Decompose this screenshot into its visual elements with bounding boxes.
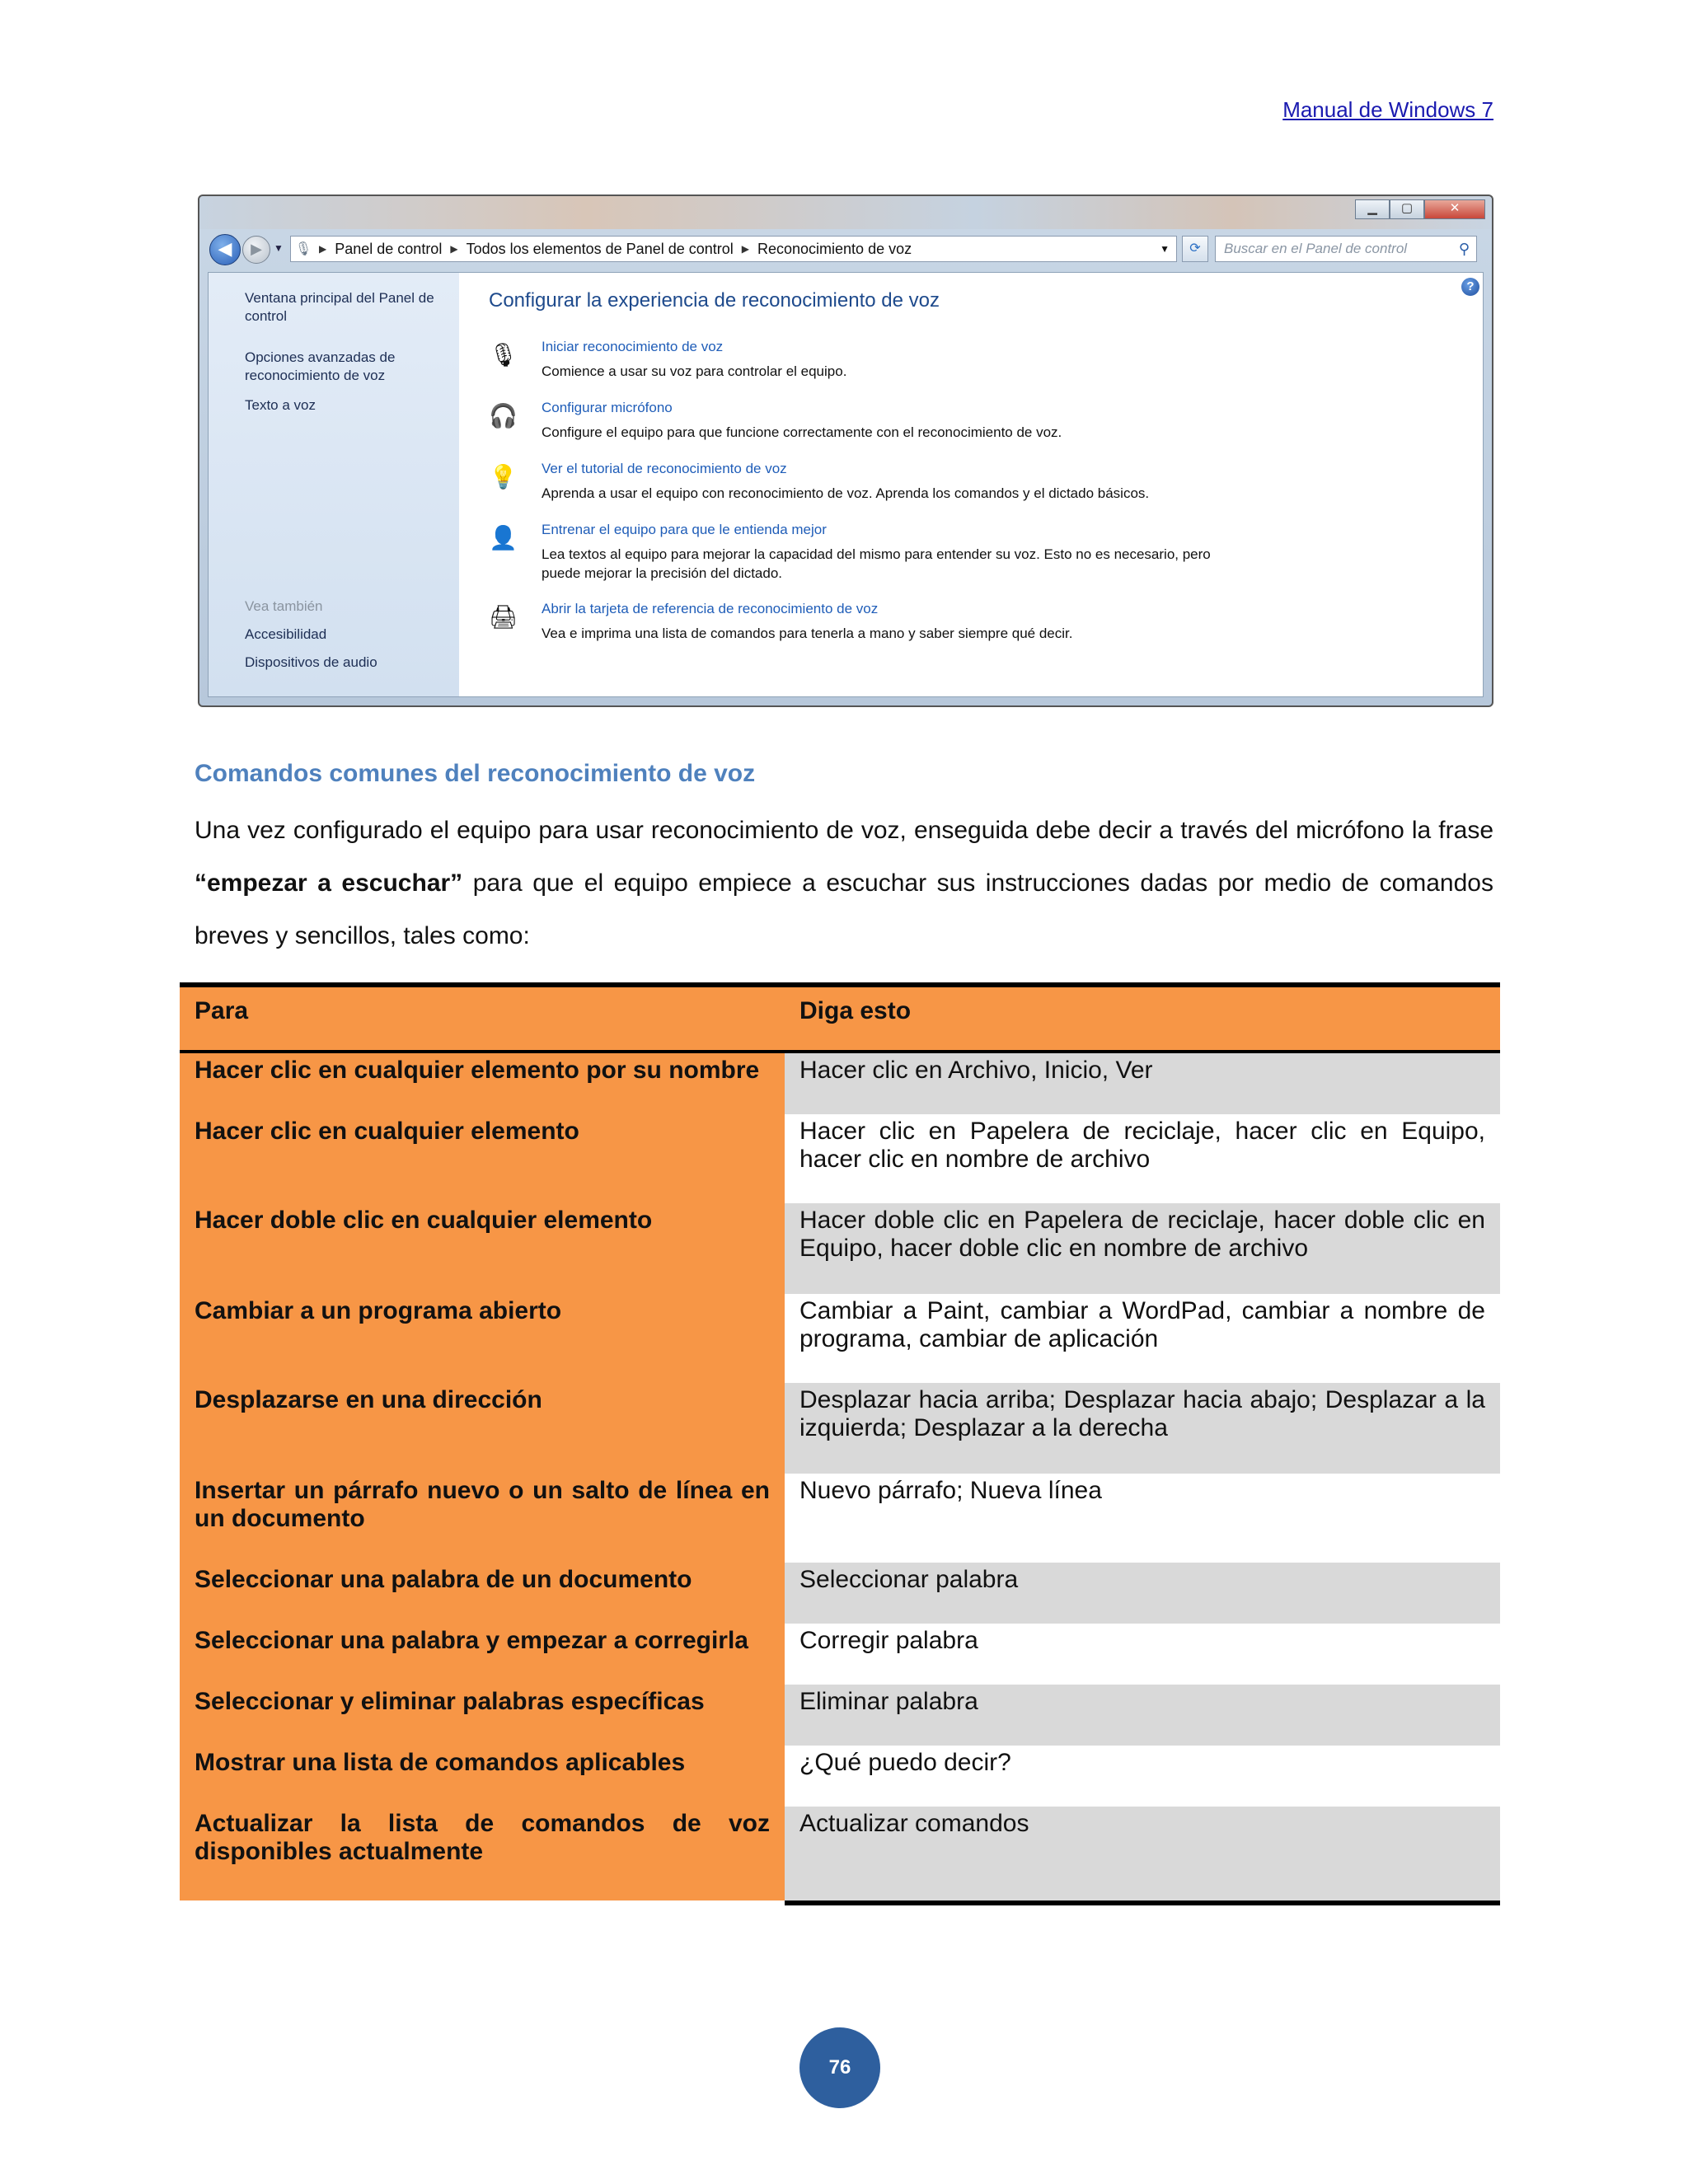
table-row [180, 1053, 1500, 1114]
table-row [180, 1114, 1500, 1203]
table-cell-action: Seleccionar y eliminar palabras específicas [180, 1685, 785, 1746]
address-bar[interactable] [290, 236, 1177, 262]
table-cell-action: Hacer clic en cualquier elemento [180, 1114, 785, 1203]
table-row [180, 1383, 1500, 1474]
intro-bold-phrase: “empezar a escuchar” [195, 869, 463, 897]
table-cell-action: Insertar un párrafo nuevo o un salto de línea en un documento [180, 1474, 785, 1563]
task-description: Aprenda a usar el equipo con reconocimiento de voz. Aprenda los comandos y el dictado básicos. [542, 485, 1150, 501]
intro-paragraph [195, 804, 1493, 910]
task-item [489, 461, 1231, 510]
intro-line-3: breves y sencillos, tales como: [195, 922, 530, 949]
task-description: Comience a usar su voz para controlar el equipo. [542, 363, 847, 379]
task-item [489, 400, 1231, 449]
search-icon[interactable]: ⚲ [1458, 241, 1470, 257]
table-cell-command: Hacer clic en Papelera de reciclaje, hacer clic en Equipo, hacer clic en nombre de archivo [799, 1118, 1485, 1173]
section-heading: Comandos comunes del reconocimiento de voz [195, 760, 756, 787]
sidebar-item-tts[interactable]: Texto a voz [245, 397, 316, 413]
breadcrumb-separator-icon: ▶ [319, 243, 327, 255]
forward-arrow-icon[interactable]: ▶ [242, 236, 270, 264]
window-title-bar [199, 196, 1492, 229]
task-item [489, 339, 1231, 388]
table-header-para: Para [195, 997, 249, 1024]
task-description: Configure el equipo para que funcione correctamente con el reconocimiento de voz. [542, 424, 1062, 440]
search-input[interactable] [1215, 236, 1477, 262]
task-link[interactable]: Entrenar el equipo para que le entienda mejor [542, 522, 827, 537]
page-title: Configurar la experiencia de reconocimiento de voz [489, 289, 940, 312]
lightbulb-icon: 💡 [489, 464, 518, 490]
breadcrumb-item[interactable]: Reconocimiento de voz [757, 240, 912, 257]
sidebar-item-home[interactable]: Ventana principal del Panel de control [245, 290, 434, 324]
task-item [489, 522, 1231, 591]
task-link[interactable]: Configurar micrófono [542, 400, 673, 415]
table-row [180, 1294, 1500, 1383]
table-cell-action: Seleccionar una palabra de un documento [180, 1563, 785, 1624]
minimize-icon[interactable]: ▁ [1355, 199, 1390, 219]
table-cell-command: Nuevo párrafo; Nueva línea [799, 1477, 1102, 1504]
close-icon[interactable]: ✕ [1424, 199, 1485, 219]
table-cell-action: Mostrar una lista de comandos aplicables [180, 1746, 785, 1807]
microphone-small-icon: 🎙 [294, 242, 312, 256]
table-cell-action: Actualizar la lista de comandos de voz disponibles actualmente [180, 1807, 785, 1900]
maximize-icon[interactable]: ▢ [1390, 199, 1424, 219]
sidebar-item-advanced[interactable]: Opciones avanzadas de reconocimiento de voz [245, 349, 396, 383]
table-cell-command: ¿Qué puedo decir? [799, 1749, 1011, 1776]
screenshot-window [198, 194, 1493, 707]
table-cell-command: Hacer doble clic en Papelera de reciclaje, hacer doble clic en Equipo, hacer doble clic en nombre de archivo [785, 1203, 1500, 1294]
table-row [180, 1563, 1500, 1624]
table-cell-command: Seleccionar palabra [785, 1563, 1500, 1624]
table-cell-action: Hacer clic en cualquier elemento por su nombre [180, 1053, 785, 1114]
headset-icon: 🎧 [489, 403, 518, 429]
table-cell-command: Eliminar palabra [785, 1685, 1500, 1746]
printer-icon: 🖨 [489, 604, 518, 630]
help-icon[interactable]: ? [1461, 278, 1479, 296]
intro-line-1: Una vez configurado el equipo para usar reconocimiento de voz, enseguida debe decir a través del micrófono la frase [195, 817, 1493, 844]
table-cell-action: Desplazarse en una dirección [180, 1383, 785, 1474]
table-row [180, 1807, 1500, 1900]
task-item [489, 601, 1231, 650]
intro-line-2 [195, 857, 1493, 910]
table-cell-command: Desplazar hacia arriba; Desplazar hacia abajo; Desplazar a la izquierda; Desplazar a la derecha [785, 1383, 1500, 1474]
table-cell-action: Cambiar a un programa abierto [180, 1294, 785, 1383]
sidebar-item-accessibility[interactable]: Accesibilidad [245, 626, 327, 642]
table-cell-command: Corregir palabra [799, 1627, 978, 1654]
task-description: Vea e imprima una lista de comandos para tenerla a mano y saber siempre qué decir. [542, 626, 1073, 641]
sidebar-item-audio-devices[interactable]: Dispositivos de audio [245, 654, 377, 670]
table-row [180, 1746, 1500, 1807]
user-icon: 👤 [489, 525, 518, 551]
address-row [208, 231, 1484, 267]
breadcrumb-separator-icon: ▶ [450, 243, 458, 255]
task-link[interactable]: Ver el tutorial de reconocimiento de voz [542, 461, 787, 476]
sidebar [209, 273, 459, 696]
table-header-diga: Diga esto [799, 997, 912, 1024]
refresh-icon[interactable]: ⟳ [1182, 236, 1208, 262]
table-header [180, 987, 1500, 1050]
breadcrumb-separator-icon: ▶ [741, 243, 749, 255]
back-arrow-icon[interactable]: ◀ [209, 234, 241, 265]
table-row [180, 1203, 1500, 1294]
table-row [180, 1474, 1500, 1563]
breadcrumb-item[interactable]: Todos los elementos de Panel de control [466, 240, 734, 257]
table-row [180, 1685, 1500, 1746]
table-cell-command: Actualizar comandos [785, 1807, 1500, 1900]
table-bottom-rule [785, 1900, 1500, 1905]
table-row [180, 1624, 1500, 1685]
window-controls [1355, 199, 1485, 219]
table-cell-action: Hacer doble clic en cualquier elemento [180, 1203, 785, 1294]
window-content [208, 272, 1484, 697]
see-also-heading: Vea también [245, 598, 323, 614]
page-number-badge: 76 [799, 2027, 880, 2108]
task-link[interactable]: Abrir la tarjeta de referencia de reconocimiento de voz [542, 601, 879, 616]
table-cell-action: Seleccionar una palabra y empezar a corregirla [180, 1624, 785, 1685]
microphone-icon: 🎙 [489, 342, 518, 368]
task-link[interactable]: Iniciar reconocimiento de voz [542, 339, 724, 354]
history-dropdown-icon[interactable]: ▼ [274, 242, 284, 254]
header-title-link[interactable]: Manual de Windows 7 [1282, 97, 1493, 122]
table-cell-command: Cambiar a Paint, cambiar a WordPad, cambiar a nombre de programa, cambiar de aplicación [799, 1297, 1485, 1352]
table-cell-command: Hacer clic en Archivo, Inicio, Ver [785, 1053, 1500, 1114]
task-description: Lea textos al equipo para mejorar la capacidad del mismo para entender su voz. Esto no es necesario, pero puede mejorar la precisión del dictado. [542, 546, 1211, 581]
intro-line-2-rest: para que el equipo empiece a escuchar sus instrucciones dadas por medio de comandos [462, 869, 1493, 897]
search-placeholder: Buscar en el Panel de control [1224, 241, 1408, 256]
address-dropdown-icon[interactable]: ▼ [1160, 243, 1170, 255]
breadcrumb-item[interactable]: Panel de control [335, 240, 443, 257]
